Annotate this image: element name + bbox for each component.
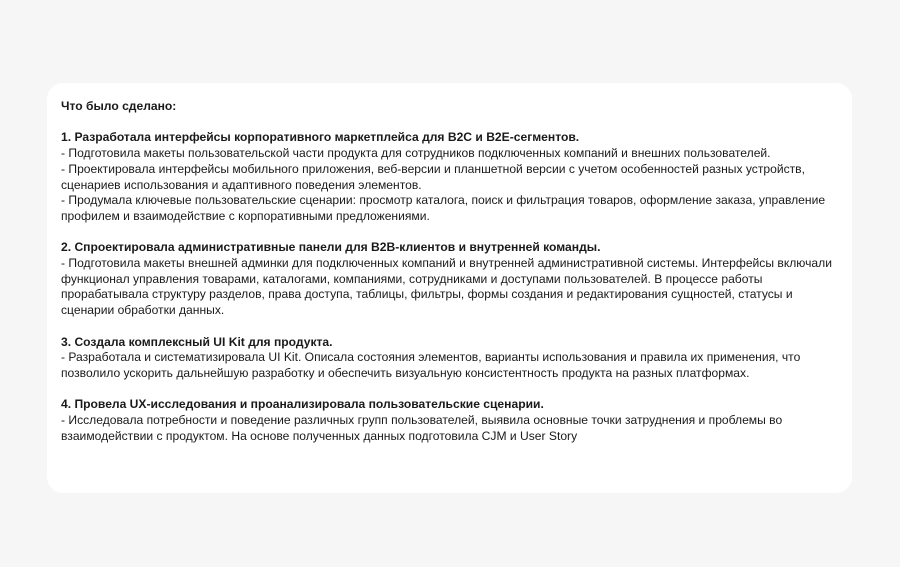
section-2 [61,240,839,319]
document-text [61,99,839,444]
content-card [47,83,852,493]
section-1 [61,130,839,224]
section-paragraph: - Продумала ключевые пользовательские сценарии: просмотр каталога, поиск и фильтрация товаров, оформление заказа, управление профилем и взаимодействие с корпоративными предложениями. [61,193,826,223]
section-title: 4. Провела UX-исследования и проанализировала пользовательские сценарии. [61,397,544,412]
section-title: 2. Спроектировала административные панели для B2B-клиентов и внутренней команды. [61,240,601,255]
section-paragraph: - Подготовила макеты внешней админки для подключенных компаний и внутренней административной системы. Интерфейсы включали функционал управления товарами, каталогами, компаниями, сотрудниками и доступами пользователей. В процессе работы прорабатывала структуру разделов, права доступа, таблицы, фильтры, формы создания и редактирования сущностей, статусы и сценарии обработки данных. [61,256,832,318]
section-4 [61,397,839,444]
intro-heading: Что было сделано: [61,99,177,113]
section-paragraph: - Разработала и систематизировала UI Kit. Описала состояния элементов, варианты использования и правила их применения, что позволило ускорить дальнейшую разработку и обеспечить визуальную консистентность продукта на разных платформах. [61,350,801,380]
section-paragraph: - Исследовала потребности и поведение различных групп пользователей, выявила основные точки затруднения и проблемы во взаимодействии с продуктом. На основе полученных данных подготовила CJM и User Story [61,413,783,443]
section-title: 3. Создала комплексный UI Kit для продукта. [61,334,333,349]
section-title: 1. Разработала интерфейсы корпоративного маркетплейса для B2C и B2E-сегментов. [61,130,580,145]
section-paragraph: - Проектировала интерфейсы мобильного приложения, веб-версии и планшетной версии с учетом особенностей разных устройств, сценариев использования и адаптивного поведения элементов. [61,161,805,192]
section-3 [61,335,839,382]
section-paragraph: - Подготовила макеты пользовательской части продукта для сотрудников подключенных компаний и внешних пользователей. [61,146,771,161]
